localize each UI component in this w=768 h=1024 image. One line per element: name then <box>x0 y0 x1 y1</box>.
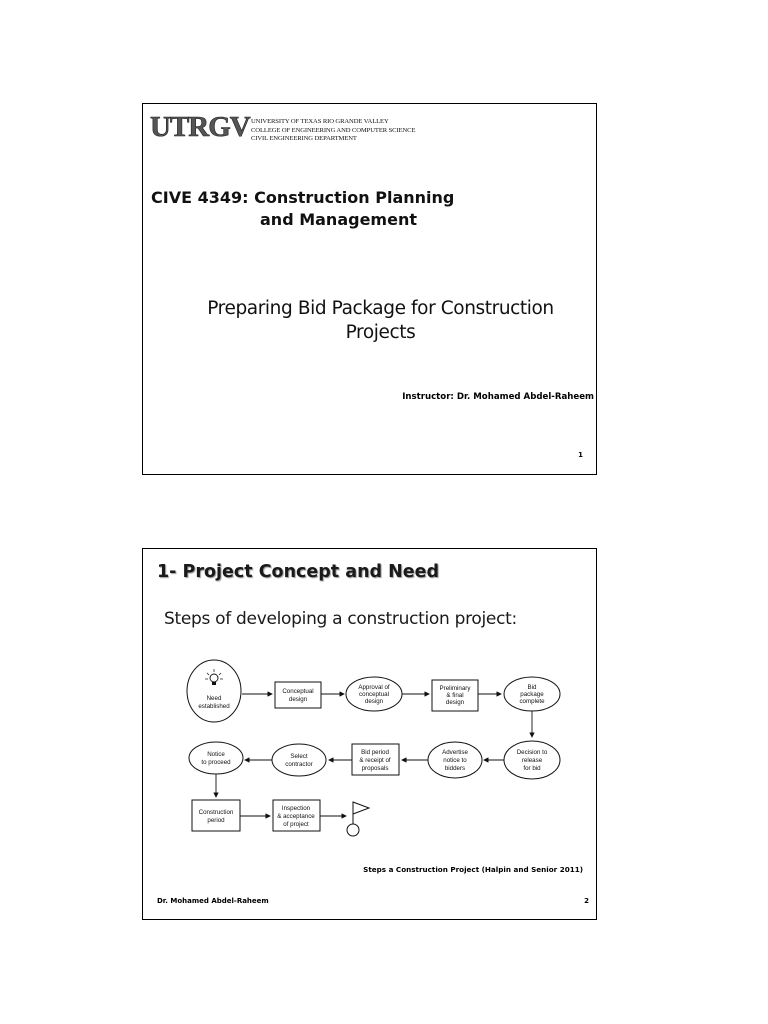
approval-node <box>346 677 402 711</box>
conceptual-label-2: design <box>288 696 308 703</box>
need-label-1: Need <box>206 695 222 702</box>
lecture-title-line1: Preparing Bid Package for Construction <box>207 298 554 319</box>
utrgv-logo <box>149 111 259 139</box>
notice-label-2: to proceed <box>201 759 231 766</box>
bid-period-node <box>352 744 399 775</box>
course-title <box>151 187 471 231</box>
prelim-label-2: & final <box>446 692 464 699</box>
advertise-label-2: notice to <box>443 757 467 764</box>
concept-slide <box>142 548 597 920</box>
decision-label-1: Decision to <box>516 749 548 756</box>
footer-author: Dr. Mohamed Abdel-Raheem <box>157 897 269 905</box>
advertise-node <box>428 742 482 778</box>
page-number: 2 <box>584 897 589 905</box>
inspection-label-3: of project <box>283 821 309 828</box>
slide-heading: 1- Project Concept and Need <box>157 562 440 582</box>
approval-label-2: conceptual <box>359 691 389 698</box>
construction-period-node <box>192 800 240 831</box>
university-name: UNIVERSITY OF TEXAS RIO GRANDE VALLEY <box>251 118 389 125</box>
slide-subheading: Steps of developing a construction project: <box>164 609 517 629</box>
preliminary-design-node <box>432 680 478 711</box>
page-number: 1 <box>578 451 583 459</box>
select-contractor-node <box>272 744 326 776</box>
college-name: COLLEGE OF ENGINEERING AND COMPUTER SCIENCE <box>251 126 416 134</box>
notice-label-1: Notice <box>207 751 225 758</box>
title-slide <box>142 103 597 475</box>
conceptual-label-1: Conceptual <box>282 688 314 695</box>
inspection-label-2: & acceptance <box>277 813 315 820</box>
bid-period-label-2: & receipt of <box>359 757 391 764</box>
lecture-title <box>143 297 618 345</box>
inspection-label-1: Inspection <box>281 805 311 812</box>
bid-package-label-1: Bid <box>527 684 537 691</box>
bid-package-node <box>504 677 560 711</box>
svg-text:UTRGV: UTRGV <box>150 111 250 139</box>
advertise-label-1: Advertise <box>442 749 468 756</box>
need-label-2: established <box>198 703 230 710</box>
course-title-line2: and Management <box>260 210 417 229</box>
select-label-2: contractor <box>285 761 313 768</box>
bid-package-label-3: complete <box>519 698 545 705</box>
inspection-node <box>273 800 320 831</box>
bid-period-label-3: proposals <box>361 765 389 772</box>
advertise-label-3: bidders <box>444 765 466 772</box>
conceptual-design-node <box>275 682 321 708</box>
instructor-name: Instructor: Dr. Mohamed Abdel-Raheem <box>402 392 594 402</box>
lecture-title-line2: Projects <box>345 322 416 343</box>
prelim-label-1: Preliminary <box>439 685 471 692</box>
approval-label-3: design <box>364 698 384 705</box>
decision-release-node <box>504 741 560 779</box>
university-info <box>251 118 415 144</box>
finish-flag-icon <box>347 802 369 836</box>
course-title-line1: CIVE 4349: Construction Planning <box>151 188 455 207</box>
notice-proceed-node <box>189 742 243 774</box>
decision-label-3: for bid <box>523 765 541 772</box>
decision-label-2: release <box>521 757 543 764</box>
project-steps-diagram <box>183 654 568 840</box>
construction-label-2: period <box>207 817 225 824</box>
need-established-node <box>187 660 241 722</box>
construction-label-1: Construction <box>198 809 234 816</box>
department-name: CIVIL ENGINEERING DEPARTMENT <box>251 135 357 143</box>
approval-label-1: Approval of <box>358 684 390 691</box>
bid-period-label-1: Bid period <box>361 749 389 756</box>
select-label-1: Select <box>290 753 308 760</box>
prelim-label-3: design <box>445 699 465 706</box>
figure-caption: Steps a Construction Project (Halpin and Senior 2011) <box>363 865 583 874</box>
bid-package-label-2: package <box>520 691 544 698</box>
